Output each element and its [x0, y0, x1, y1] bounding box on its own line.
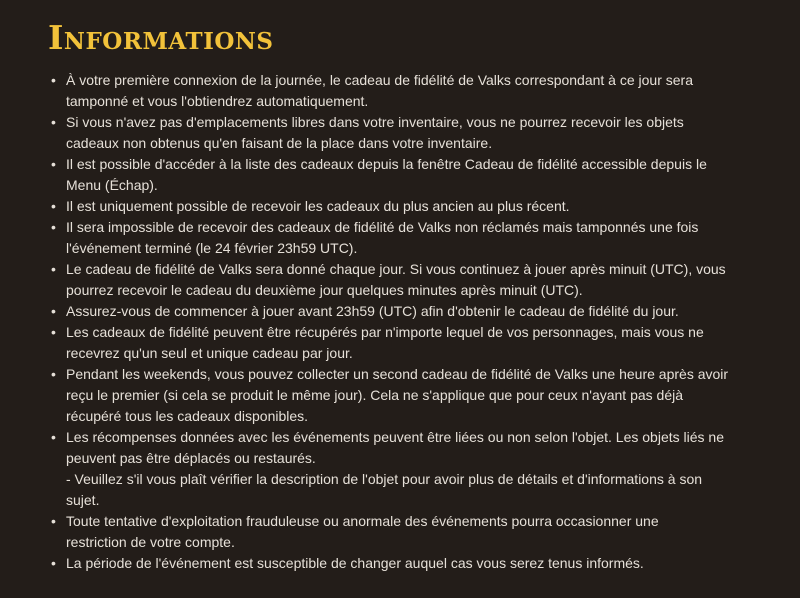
- list-item-line: Menu (Échap).: [66, 177, 158, 193]
- list-item: [48, 301, 756, 322]
- list-item-line: • La période de l'événement est susceptible de changer auquel cas vous serez tenus informés.: [66, 555, 644, 571]
- list-item-line: reçu le premier (si cela se produit le même jour). Cela ne s'applique que pour ceux n'ayant pas déjà: [66, 387, 684, 403]
- page-title: Informations: [48, 18, 274, 57]
- list-item: [48, 511, 756, 553]
- list-item-line: cadeaux non obtenus qu'en faisant de la place dans votre inventaire.: [66, 135, 493, 151]
- list-item-line: peuvent pas être déplacés ou restaurés.: [66, 450, 316, 466]
- list-item: [48, 553, 756, 574]
- list-item: [48, 364, 756, 427]
- list-item-line: • Les récompenses données avec les événements peuvent être liées ou non selon l'objet. Les objets liés ne: [66, 429, 724, 445]
- list-item-line: recevrez qu'un seul et unique cadeau par jour.: [66, 345, 353, 361]
- list-item: [48, 112, 756, 154]
- list-item: [48, 322, 756, 364]
- list-item-line: • Il est possible d'accéder à la liste des cadeaux depuis la fenêtre Cadeau de fidélité accessible depuis le: [66, 156, 707, 172]
- list-item: [48, 259, 756, 301]
- list-item-line: tamponné et vous l'obtiendrez automatiquement.: [66, 93, 369, 109]
- list-item-line: • Toute tentative d'exploitation frauduleuse ou anormale des événements pourra occasionner une: [66, 513, 659, 529]
- list-item: [48, 154, 756, 196]
- list-item-line: sujet.: [66, 492, 100, 508]
- list-item-line: - Veuillez s'il vous plaît vérifier la description de l'objet pour avoir plus de détails et d'informations à son: [66, 471, 703, 487]
- list-item-line: l'événement terminé (le 24 février 23h59 UTC).: [66, 240, 358, 256]
- list-item-line: • Les cadeaux de fidélité peuvent être récupérés par n'importe lequel de vos personnages, mais vous ne: [66, 324, 704, 340]
- list-item: [48, 196, 756, 217]
- list-item-line: restriction de votre compte.: [66, 534, 235, 550]
- list-item-line: • Assurez-vous de commencer à jouer avant 23h59 (UTC) afin d'obtenir le cadeau de fidélité du jour.: [66, 303, 679, 319]
- list-item-line: • Il est uniquement possible de recevoir les cadeaux du plus ancien au plus récent.: [66, 198, 570, 214]
- list-item: [48, 427, 756, 511]
- list-item-line: • Si vous n'avez pas d'emplacements libres dans votre inventaire, vous ne pourrez recevoir les objets: [66, 114, 684, 130]
- list-item-line: • Il sera impossible de recevoir des cadeaux de fidélité de Valks non réclamés mais tamponnés une fois: [66, 219, 699, 235]
- list-item: [48, 70, 756, 112]
- list-item: [48, 217, 756, 259]
- list-item-line: récupéré tous les cadeaux disponibles.: [66, 408, 309, 424]
- information-list: [48, 70, 756, 574]
- list-item-line: pourrez recevoir le cadeau du deuxième jour quelques minutes après minuit (UTC).: [66, 282, 583, 298]
- list-item-line: • À votre première connexion de la journée, le cadeau de fidélité de Valks correspondant à ce jour sera: [66, 72, 694, 88]
- list-item-line: • Pendant les weekends, vous pouvez collecter un second cadeau de fidélité de Valks une heure après avoir: [66, 366, 729, 382]
- list-item-line: • Le cadeau de fidélité de Valks sera donné chaque jour. Si vous continuez à jouer après minuit (UTC), vous: [66, 261, 726, 277]
